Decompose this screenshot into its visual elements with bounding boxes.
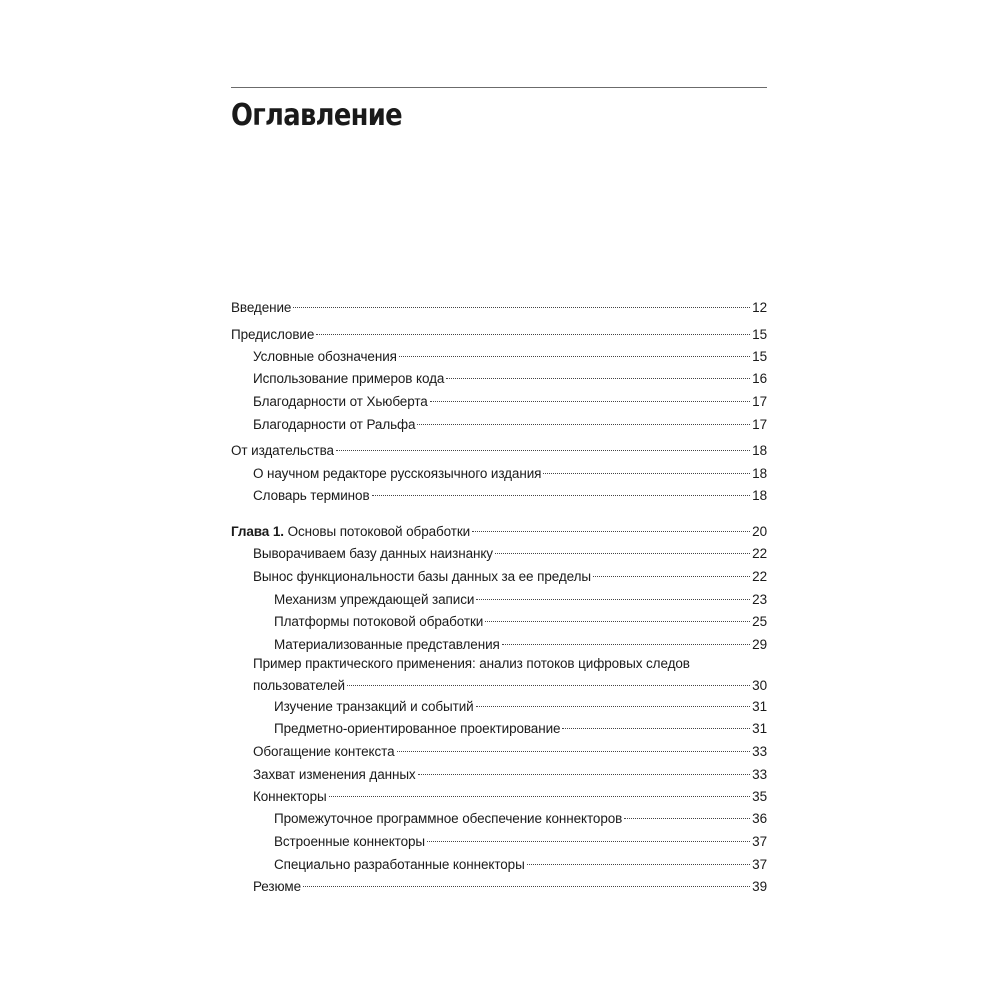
toc-label: Изучение транзакций и событий [274,699,474,714]
dot-leader [543,473,750,474]
dot-leader [417,424,750,425]
dot-leader [372,495,751,496]
dot-leader [472,531,750,532]
toc-page-number: 36 [752,811,767,826]
toc-page-number: 18 [752,443,767,458]
toc-label: Захват изменения данных [253,767,416,782]
toc-entry-scientific-editor[interactable] [253,464,767,484]
toc-page-number: 37 [752,834,767,849]
toc-entry-introduction[interactable] [231,298,767,318]
toc-page-number: 16 [752,371,767,386]
toc-page-number: 18 [752,488,767,503]
toc-page-number: 33 [752,767,767,782]
toc-page-number: 17 [752,394,767,409]
toc-entry-preface[interactable] [231,325,767,345]
toc-label: пользователей [253,678,345,693]
toc-page-number: 31 [752,721,767,736]
toc-entry-domain-driven-design[interactable] [274,719,767,739]
toc-label: Словарь терминов [253,488,370,503]
dot-leader [397,751,751,752]
toc-label: Резюме [253,879,301,894]
toc-entry-connector-middleware[interactable] [274,809,767,829]
dot-leader [303,886,750,887]
toc-label: Механизм упреждающей записи [274,592,475,607]
toc-page-number: 22 [752,569,767,584]
dot-leader [427,841,750,842]
toc-entry-connectors[interactable] [253,787,767,807]
toc-entry-write-ahead-log[interactable] [274,590,767,610]
toc-label: Введение [231,300,292,315]
toc-page-number: 39 [752,879,767,894]
toc-page-number: 30 [752,678,767,693]
dot-leader [562,728,750,729]
toc-label: Использование примеров кода [253,371,445,386]
toc-label: Промежуточное программное обеспечение коннекторов [274,811,623,826]
toc-page-number: 33 [752,744,767,759]
dot-leader [316,334,750,335]
toc-page-number: 22 [752,546,767,561]
toc-entry-thanks-ralph[interactable] [253,415,767,435]
dot-leader [593,576,750,577]
toc-label: Выворачиваем базу данных наизнанку [253,546,493,561]
toc-label [231,522,470,542]
toc-page-number: 37 [752,857,767,872]
chapter-prefix: Глава 1. [231,524,284,539]
toc-entry-context-enrichment[interactable] [253,742,767,762]
toc-page-number: 31 [752,699,767,714]
toc-page-number: 20 [752,524,767,539]
toc-entry-practical-example[interactable] [253,656,767,696]
toc-entry-conventions[interactable] [253,347,767,367]
toc-entry-custom-connectors[interactable] [274,855,767,875]
toc-label: О научном редакторе русскоязычного издания [253,466,542,481]
toc-page-number: 17 [752,417,767,432]
toc-label: Предметно-ориентированное проектирование [274,721,561,736]
dot-leader [293,307,750,308]
toc-entry-database-functionality[interactable] [253,567,767,587]
toc-entry-code-examples[interactable] [253,369,767,389]
dot-leader [446,378,750,379]
toc-entry-from-publisher[interactable] [231,441,767,461]
toc-page-number: 15 [752,349,767,364]
toc-entry-chapter-1[interactable] [231,522,767,542]
toc-label: Вынос функциональности базы данных за ее пределы [253,569,591,584]
toc-page-number: 18 [752,466,767,481]
toc-entry-thanks-hubert[interactable] [253,392,767,412]
dot-leader [495,553,750,554]
table-of-contents [231,0,767,1000]
toc-label: Обогащение контекста [253,744,395,759]
toc-entry-glossary[interactable] [253,486,767,506]
toc-page-number: 35 [752,789,767,804]
toc-entry-builtin-connectors[interactable] [274,832,767,852]
page-title: Оглавление [231,98,402,133]
toc-label: Предисловие [231,327,315,342]
toc-entry-summary[interactable] [253,877,767,897]
toc-entry-change-data-capture[interactable] [253,765,767,785]
toc-label-line-1: Пример практического применения: анализ потоков цифровых следов [253,656,690,671]
toc-label: Благодарности от Ральфа [253,417,416,432]
dot-leader [502,644,750,645]
toc-label: Встроенные коннекторы [274,834,426,849]
toc-page-number: 15 [752,327,767,342]
dot-leader [399,356,750,357]
toc-page-number: 23 [752,592,767,607]
dot-leader [347,685,750,686]
dot-leader [476,599,750,600]
dot-leader [476,706,751,707]
toc-label: Материализованные представления [274,637,500,652]
toc-page-number: 25 [752,614,767,629]
toc-entry-materialized-views[interactable] [274,635,767,655]
dot-leader [624,818,750,819]
dot-leader [329,796,751,797]
dot-leader [336,450,750,451]
toc-label: Коннекторы [253,789,327,804]
toc-page-number: 12 [752,300,767,315]
toc-label: Условные обозначения [253,349,397,364]
toc-entry-transactions-events[interactable] [274,697,767,717]
toc-label: Специально разработанные коннекторы [274,857,525,872]
toc-label: Платформы потоковой обработки [274,614,484,629]
toc-label: Благодарности от Хьюберта [253,394,428,409]
dot-leader [418,774,751,775]
dot-leader [527,864,750,865]
toc-entry-database-inside-out[interactable] [253,544,767,564]
toc-page-number: 29 [752,637,767,652]
dot-leader [485,621,750,622]
dot-leader [430,401,751,402]
chapter-title: Основы потоковой обработки [287,524,471,539]
toc-entry-stream-platforms[interactable] [274,612,767,632]
toc-label: От издательства [231,443,334,458]
